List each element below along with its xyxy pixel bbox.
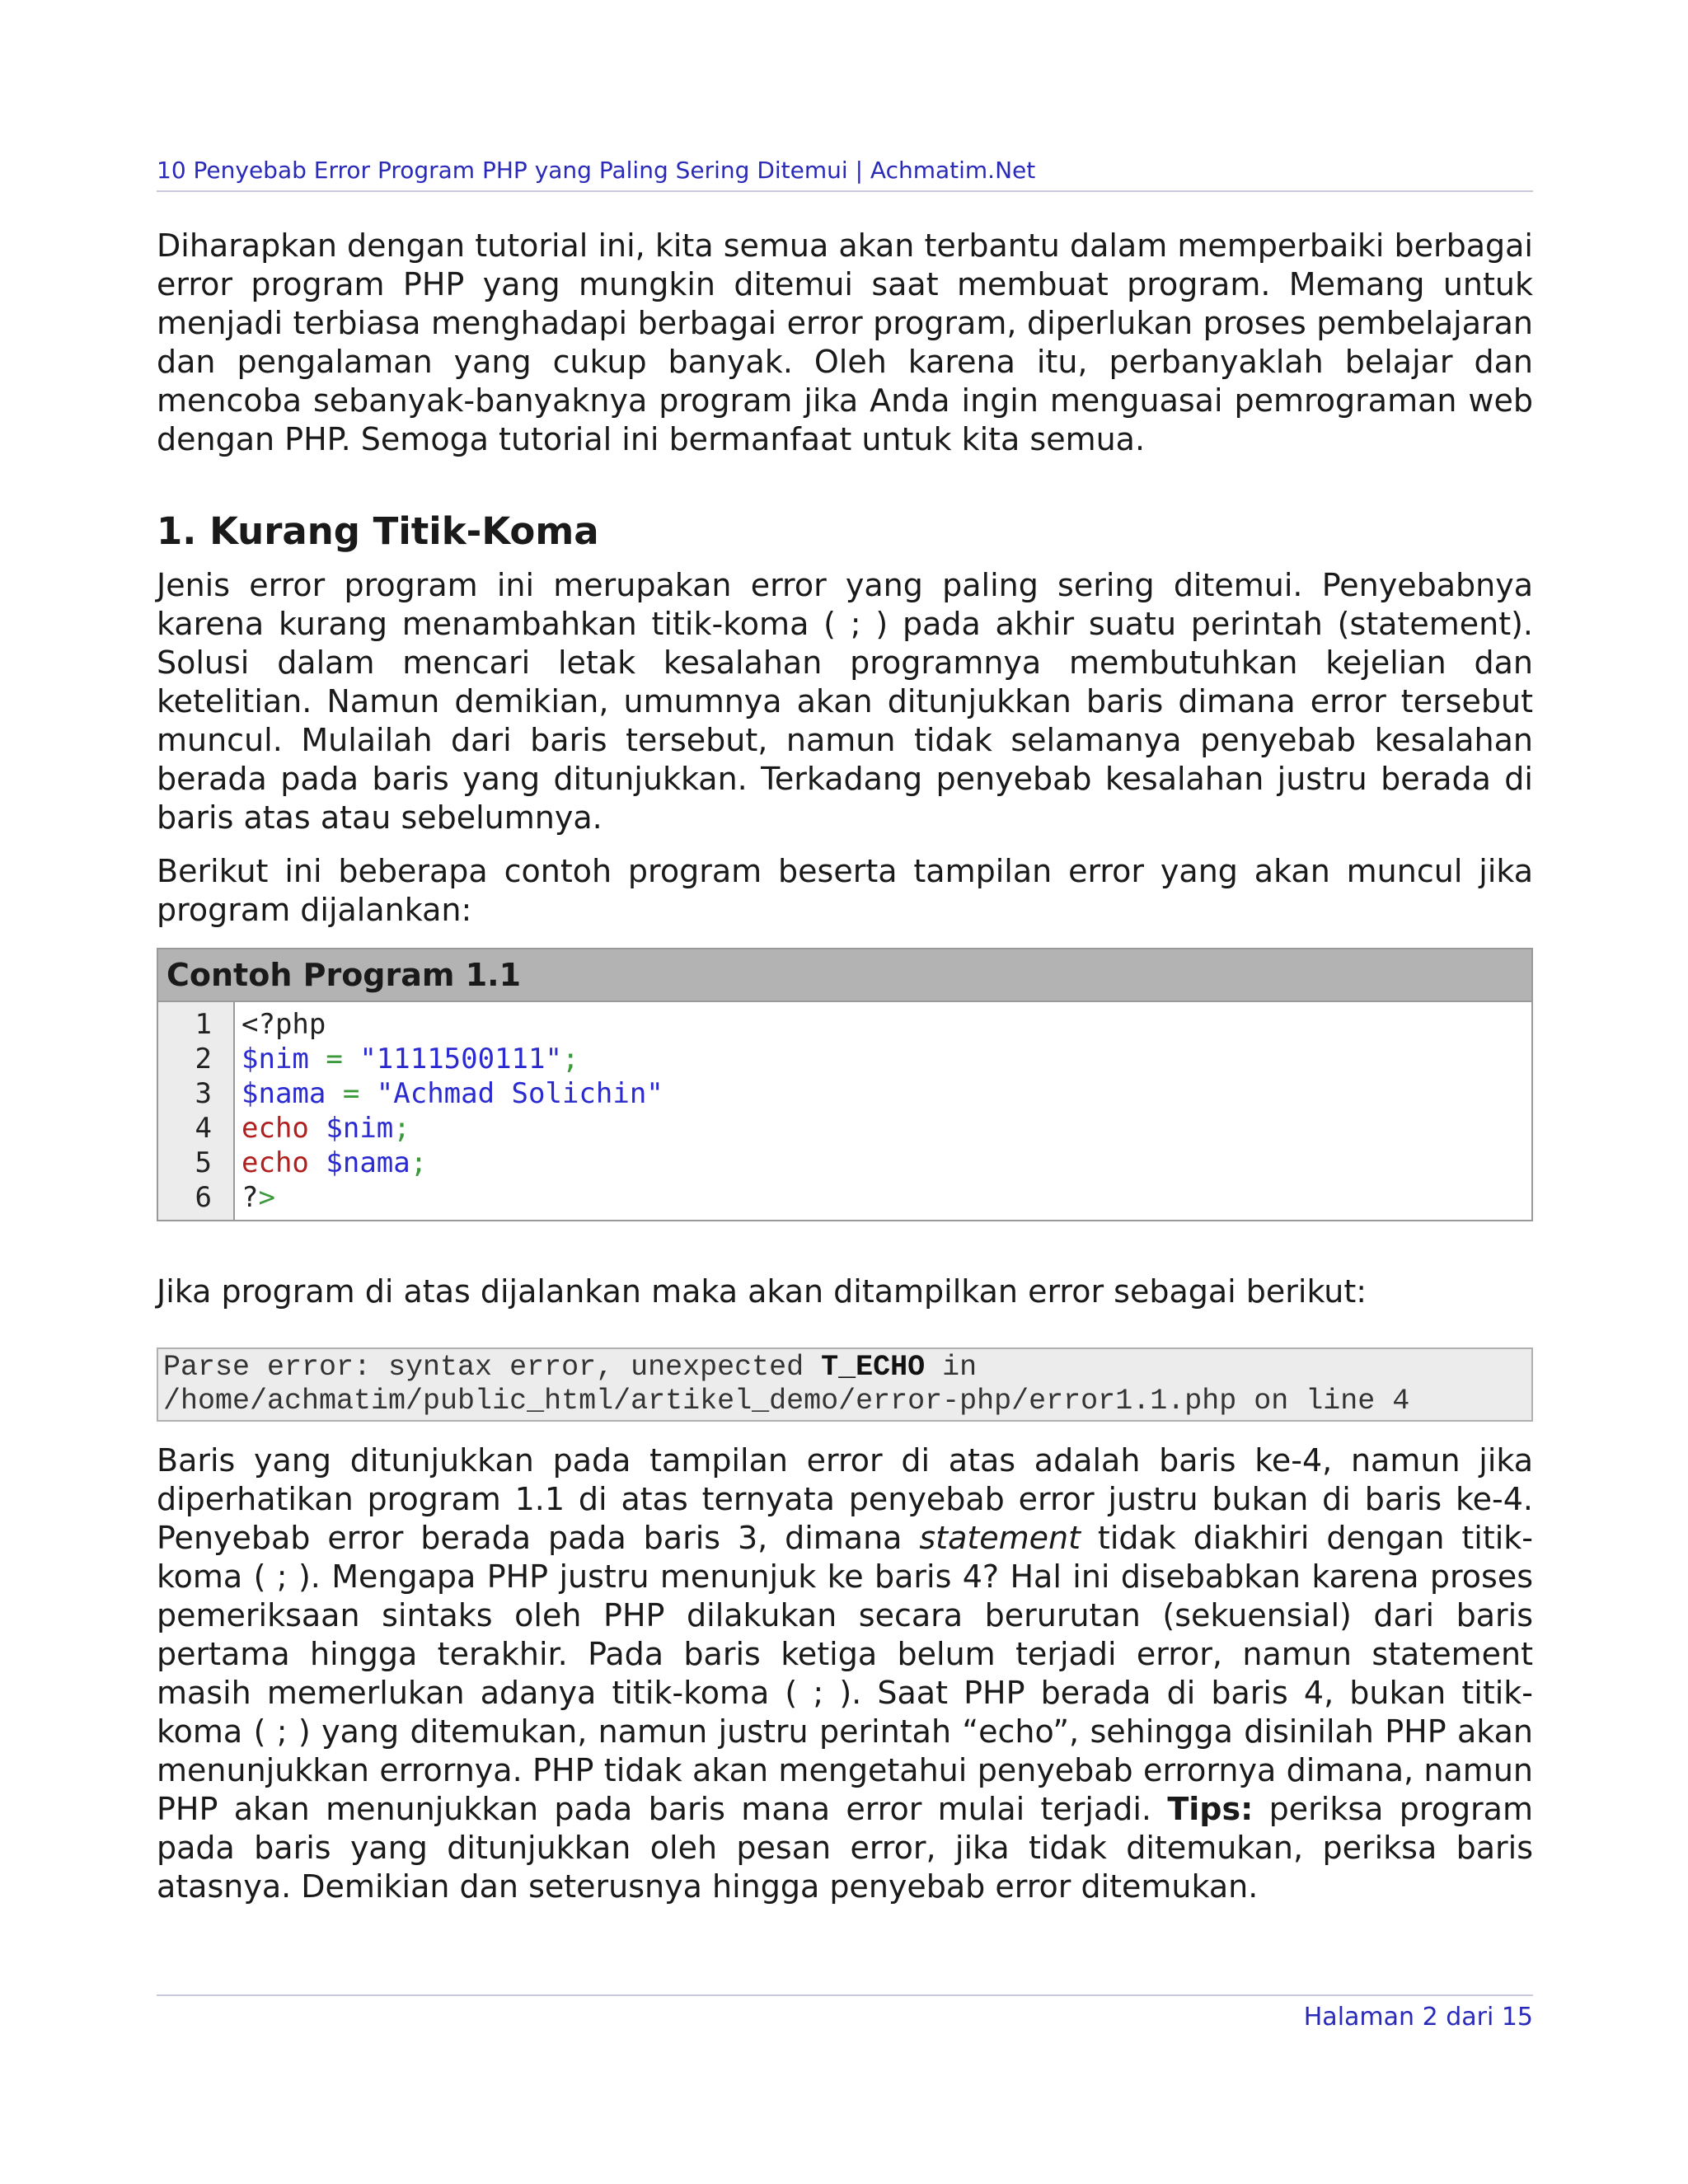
- code-string: "1111500111": [359, 1043, 562, 1076]
- code-variable: $nama: [241, 1077, 326, 1110]
- code-semicolon: ;: [393, 1112, 410, 1145]
- error-suffix: in: [925, 1351, 978, 1384]
- code-example-box: [157, 948, 1533, 1221]
- code-lines: [235, 1002, 1531, 1220]
- error-token: T_ECHO: [821, 1351, 926, 1384]
- line-number: 2: [195, 1043, 212, 1076]
- paragraph-text: tidak diakhiri dengan titik-koma ( ; ). Mengapa PHP justru menunjuk ke baris 4? Hal ini disebabkan karena proses pemeriksaan sintaks oleh PHP dilakukan secara berurutan (sekuensial) dari baris pertama hingga terakhir. Pada baris ketiga belum terjadi error, namun statement masih memerlukan adanya titik-koma ( ; ). Saat PHP berada di baris 4, bukan titik-koma ( ; ) yang ditemukan, namun justru perintah “echo”, sehingga disinilah PHP akan menunjukkan errornya. PHP tidak akan mengetahui penyebab errornya dimana, namun PHP akan menunjukkan pada baris mana error mulai terjadi.: [157, 1520, 1534, 1827]
- line-number: 3: [195, 1077, 212, 1110]
- page-header-title: 10 Penyebab Error Program PHP yang Paling Sering Ditemui | Achmatim.Net: [157, 157, 1533, 192]
- code-string: "Achmad Solichin": [376, 1077, 663, 1110]
- error-line-1: [163, 1351, 1526, 1385]
- tips-label: Tips:: [1167, 1791, 1254, 1827]
- code-line-5: [241, 1146, 1531, 1180]
- php-close-q: ?: [241, 1181, 259, 1214]
- code-line-2: [241, 1042, 1531, 1076]
- code-variable: $nama: [326, 1146, 410, 1179]
- error-prefix: Parse error: syntax error, unexpected: [163, 1351, 822, 1384]
- line-number: 5: [195, 1146, 212, 1179]
- page-content: [157, 227, 1533, 1906]
- code-variable: $nim: [241, 1043, 309, 1076]
- section-paragraph-1: Jenis error program ini merupakan error yang paling sering ditemui. Penyebabnya karena kurang menambahkan titik-koma ( ; ) pada akhir suatu perintah (statement). Solusi dalam mencari letak kesalahan programnya membutuhkan kejelian dan ketelitian. Namun demikian, umumnya akan ditunjukkan baris dimana error tersebut muncul. Mulailah dari baris tersebut, namun tidak selamanya penyebab kesalahan berada pada baris yang ditunjukkan. Terkadang penyebab kesalahan justru berada di baris atas atau sebelumnya.: [157, 567, 1533, 836]
- paragraph-text: Baris yang ditunjukkan pada tampilan error di atas adalah baris ke-4, namun jika diperhatikan program 1.1 di atas ternyata penyebab error justru bukan di baris ke-4. Penyebab error berada pada baris 3, dimana: [157, 1442, 1533, 1556]
- code-keyword: echo: [241, 1112, 309, 1145]
- error-output-box: [157, 1347, 1533, 1422]
- page-footer-number: Halaman 2 dari 15: [157, 1994, 1533, 2032]
- line-number: 6: [195, 1181, 212, 1214]
- code-variable: $nim: [326, 1112, 394, 1145]
- code-operator: =: [326, 1077, 377, 1110]
- code-line-1: [241, 1007, 1531, 1042]
- emphasis-statement: statement: [919, 1520, 1081, 1556]
- code-body: [158, 1002, 1531, 1220]
- code-line-3: [241, 1076, 1531, 1111]
- line-number: 1: [195, 1008, 212, 1041]
- code-semicolon: ;: [410, 1146, 428, 1179]
- error-line-2: /home/achmatim/public_html/artikel_demo/error-php/error1.1.php on line 4: [163, 1385, 1410, 1418]
- php-close-gt: >: [258, 1181, 275, 1214]
- section-paragraph-2: Berikut ini beberapa contoh program beserta tampilan error yang akan muncul jika program dijalankan:: [157, 853, 1533, 928]
- code-line-4: [241, 1111, 1531, 1146]
- code-operator: =: [308, 1043, 360, 1076]
- code-line-6: [241, 1180, 1531, 1215]
- intro-paragraph: Diharapkan dengan tutorial ini, kita semua akan terbantu dalam memperbaiki berbagai error program PHP yang mungkin ditemui saat membuat program. Memang untuk menjadi terbiasa menghadapi berbagai error program, diperlukan proses pembelajaran dan pengalaman yang cukup banyak. Oleh karena itu, perbanyaklah belajar dan mencoba sebanyak-banyaknya program jika Anda ingin menguasai pemrograman web dengan PHP. Semoga tutorial ini bermanfaat untuk kita semua.: [157, 227, 1533, 457]
- section-paragraph-4: [157, 1441, 1533, 1906]
- code-example-title: Contoh Program 1.1: [158, 949, 1531, 1002]
- code-semicolon: ;: [561, 1043, 579, 1076]
- section-paragraph-3: Jika program di atas dijalankan maka akan ditampilkan error sebagai berikut:: [157, 1273, 1367, 1310]
- code-keyword: echo: [241, 1146, 309, 1179]
- line-number-gutter: [158, 1002, 235, 1220]
- paragraph-text: periksa program pada baris yang ditunjukkan oleh pesan error, jika tidak ditemukan, periksa baris atasnya. Demikian dan seterusnya hingga penyebab error ditemukan.: [157, 1791, 1533, 1905]
- section-heading: 1. Kurang Titik-Koma: [157, 509, 599, 553]
- line-number: 4: [195, 1112, 212, 1145]
- php-open-tag: <?php: [241, 1008, 326, 1041]
